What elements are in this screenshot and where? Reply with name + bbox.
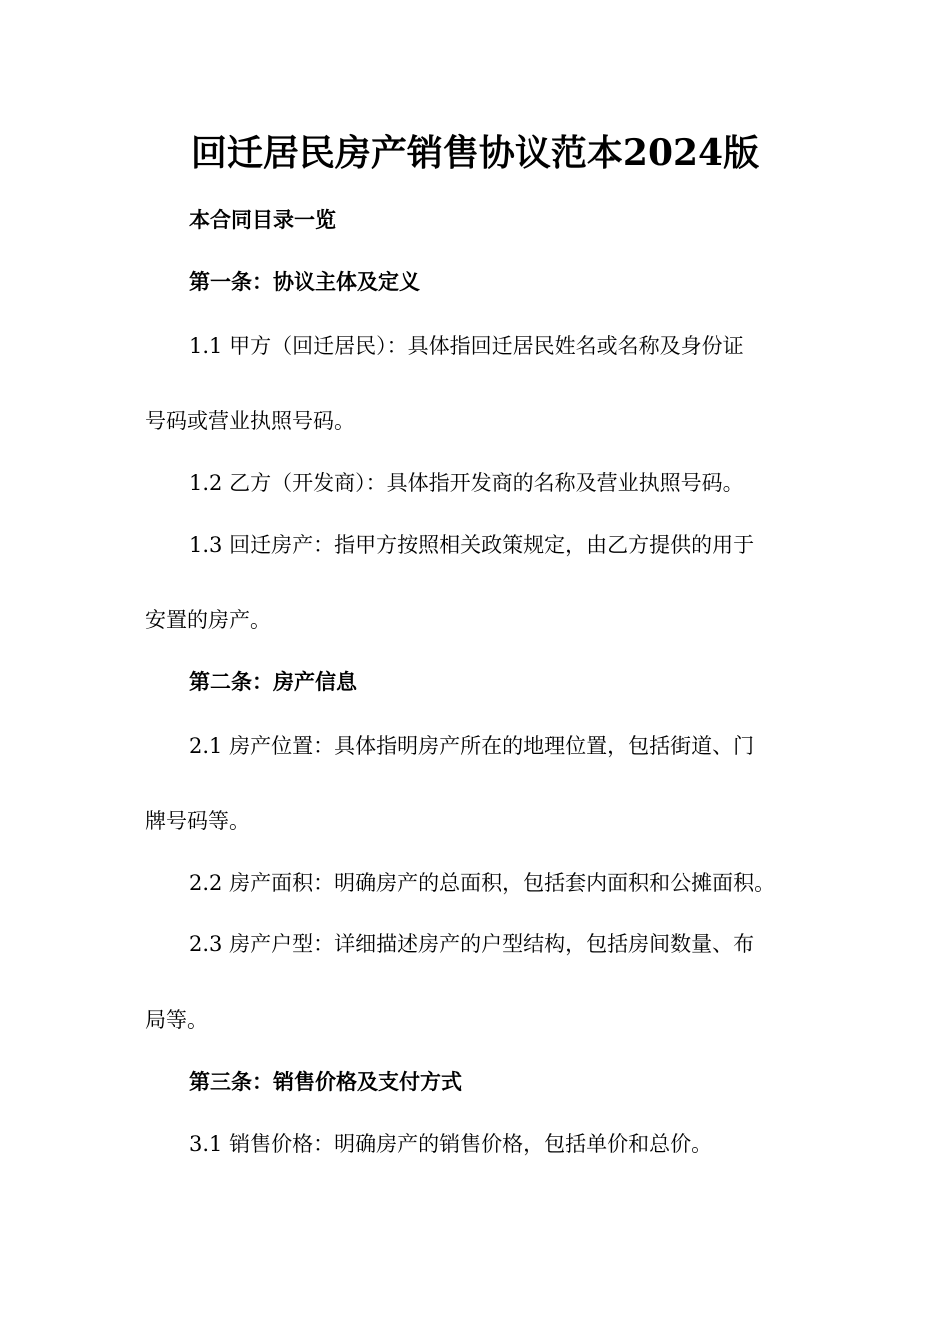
clause-1-3-line-2: 安置的房产。 — [145, 608, 271, 632]
clause-1-1-line-2: 号码或营业执照号码。 — [145, 409, 355, 433]
clause-2-1-line-2: 牌号码等。 — [145, 809, 250, 833]
article-1-heading: 第一条：协议主体及定义 — [189, 269, 420, 294]
clause-1-2: 1.2 乙方（开发商）：具体指开发商的名称及营业执照号码。 — [189, 471, 744, 495]
toc-heading: 本合同目录一览 — [189, 207, 336, 232]
clause-2-3-line-2: 局等。 — [145, 1008, 208, 1032]
document-title: 回迁居民房产销售协议范本2024版 — [190, 132, 760, 174]
clause-1-1-line-1: 1.1 甲方（回迁居民）：具体指回迁居民姓名或名称及身份证 — [189, 334, 744, 358]
article-3-heading: 第三条：销售价格及支付方式 — [189, 1069, 462, 1094]
clause-2-3-line-1: 2.3 房产户型：详细描述房产的户型结构，包括房间数量、布 — [189, 932, 755, 956]
clause-2-2: 2.2 房产面积：明确房产的总面积，包括套内面积和公摊面积。 — [189, 871, 776, 895]
clause-1-3-line-1: 1.3 回迁房产：指甲方按照相关政策规定，由乙方提供的用于 — [189, 533, 755, 557]
clause-3-1: 3.1 销售价格：明确房产的销售价格，包括单价和总价。 — [189, 1132, 713, 1156]
article-2-heading: 第二条：房产信息 — [189, 669, 357, 694]
clause-2-1-line-1: 2.1 房产位置：具体指明房产所在的地理位置，包括街道、门 — [189, 734, 755, 758]
